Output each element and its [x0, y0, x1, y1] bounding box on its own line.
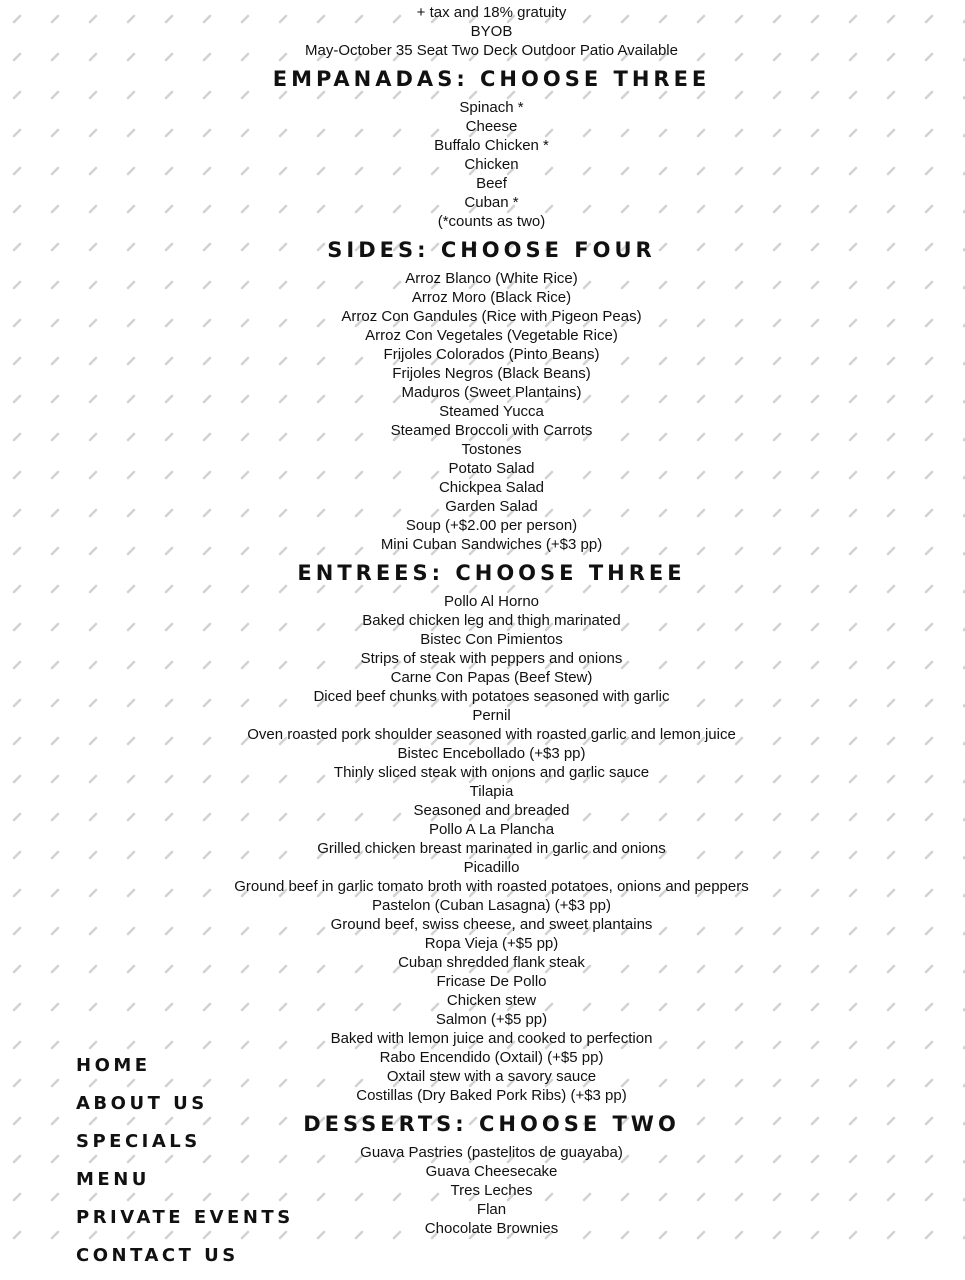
menu-item: Oxtail stew with a savory sauce [386, 1068, 597, 1085]
menu-item: Cheese [465, 118, 518, 135]
menu-item: Guava Pastries (pastelitos de guayaba) [360, 1144, 623, 1161]
info-line: BYOB [470, 23, 513, 40]
menu-item: Tostones [461, 441, 522, 458]
section-heading: ENTREES: CHOOSE THREE [297, 561, 686, 585]
menu-item: Costillas (Dry Baked Pork Ribs) (+$3 pp) [356, 1087, 627, 1104]
menu-item: Mini Cuban Sandwiches (+$3 pp) [380, 536, 603, 553]
menu-item: (*counts as two) [437, 213, 546, 230]
menu-item: Pollo A La Plancha [428, 821, 555, 838]
menu-item: Arroz Con Vegetales (Vegetable Rice) [365, 327, 618, 344]
menu-item: Cuban shredded flank steak [398, 954, 585, 971]
info-line: + tax and 18% gratuity [416, 4, 567, 21]
menu-item: Strips of steak with peppers and onions [360, 650, 623, 667]
menu-item: Seasoned and breaded [413, 802, 570, 819]
menu-item: Maduros (Sweet Plantains) [401, 384, 582, 401]
menu-item: Grilled chicken breast marinated in garlic and onions [317, 840, 666, 857]
menu-item: Thinly sliced steak with onions and garlic sauce [333, 764, 650, 781]
menu-item: Chocolate Brownies [424, 1220, 559, 1237]
menu-item: Fricase De Pollo [436, 973, 547, 990]
nav-home[interactable]: HOME [76, 1055, 151, 1076]
menu-item: Pernil [472, 707, 511, 724]
info-line: May-October 35 Seat Two Deck Outdoor Patio Available [305, 42, 678, 59]
menu-item: Cuban * [464, 194, 519, 211]
menu-item: Ropa Vieja (+$5 pp) [424, 935, 559, 952]
menu-item: Baked with lemon juice and cooked to perfection [330, 1030, 653, 1047]
menu-item: Oven roasted pork shoulder seasoned with roasted garlic and lemon juice [247, 726, 736, 743]
menu-item: Diced beef chunks with potatoes seasoned with garlic [313, 688, 670, 705]
menu-item: Baked chicken leg and thigh marinated [362, 612, 621, 629]
menu-item: Picadillo [463, 859, 520, 876]
nav-about-us[interactable]: ABOUT US [76, 1093, 208, 1114]
menu-item: Tilapia [469, 783, 514, 800]
menu-item: Chicken stew [446, 992, 537, 1009]
section-heading: EMPANADAS: CHOOSE THREE [272, 67, 711, 91]
menu-item: Buffalo Chicken * [434, 137, 549, 154]
menu-item: Guava Cheesecake [425, 1163, 558, 1180]
section-heading: SIDES: CHOOSE FOUR [327, 238, 656, 262]
menu-item: Arroz Moro (Black Rice) [411, 289, 572, 306]
menu-item: Arroz Con Gandules (Rice with Pigeon Peas) [341, 308, 642, 325]
menu-item: Bistec Con Pimientos [420, 631, 563, 648]
menu-item: Beef [476, 175, 507, 192]
menu-item: Tres Leches [450, 1182, 533, 1199]
menu-item: Potato Salad [448, 460, 535, 477]
menu-item: Pastelon (Cuban Lasagna) (+$3 pp) [372, 897, 611, 914]
menu-item: Carne Con Papas (Beef Stew) [390, 669, 593, 686]
menu-item: Steamed Broccoli with Carrots [390, 422, 593, 439]
menu-item: Chicken [464, 156, 519, 173]
menu-item: Chickpea Salad [438, 479, 545, 496]
nav-specials[interactable]: SPECIALS [76, 1131, 201, 1152]
menu-item: Flan [476, 1201, 507, 1218]
section-heading: DESSERTS: CHOOSE TWO [303, 1112, 680, 1136]
menu-item: Frijoles Colorados (Pinto Beans) [383, 346, 600, 363]
menu-item: Arroz Blanco (White Rice) [405, 270, 578, 287]
menu-item: Ground beef in garlic tomato broth with roasted potatoes, onions and peppers [234, 878, 749, 895]
nav-menu[interactable]: MENU [76, 1169, 150, 1190]
menu-item: Spinach * [459, 99, 524, 116]
nav-contact-us[interactable]: CONTACT US [76, 1245, 239, 1266]
menu-item: Rabo Encendido (Oxtail) (+$5 pp) [379, 1049, 604, 1066]
menu-item: Steamed Yucca [439, 403, 544, 420]
nav-private-events[interactable]: PRIVATE EVENTS [76, 1207, 294, 1228]
menu-item: Ground beef, swiss cheese, and sweet plantains [330, 916, 653, 933]
menu-item: Garden Salad [445, 498, 538, 515]
menu-item: Pollo Al Horno [443, 593, 540, 610]
site-navigation [76, 1052, 294, 1280]
menu-item: Frijoles Negros (Black Beans) [392, 365, 591, 382]
menu-item: Soup (+$2.00 per person) [405, 517, 578, 534]
menu-item: Bistec Encebollado (+$3 pp) [397, 745, 586, 762]
menu-item: Salmon (+$5 pp) [435, 1011, 548, 1028]
